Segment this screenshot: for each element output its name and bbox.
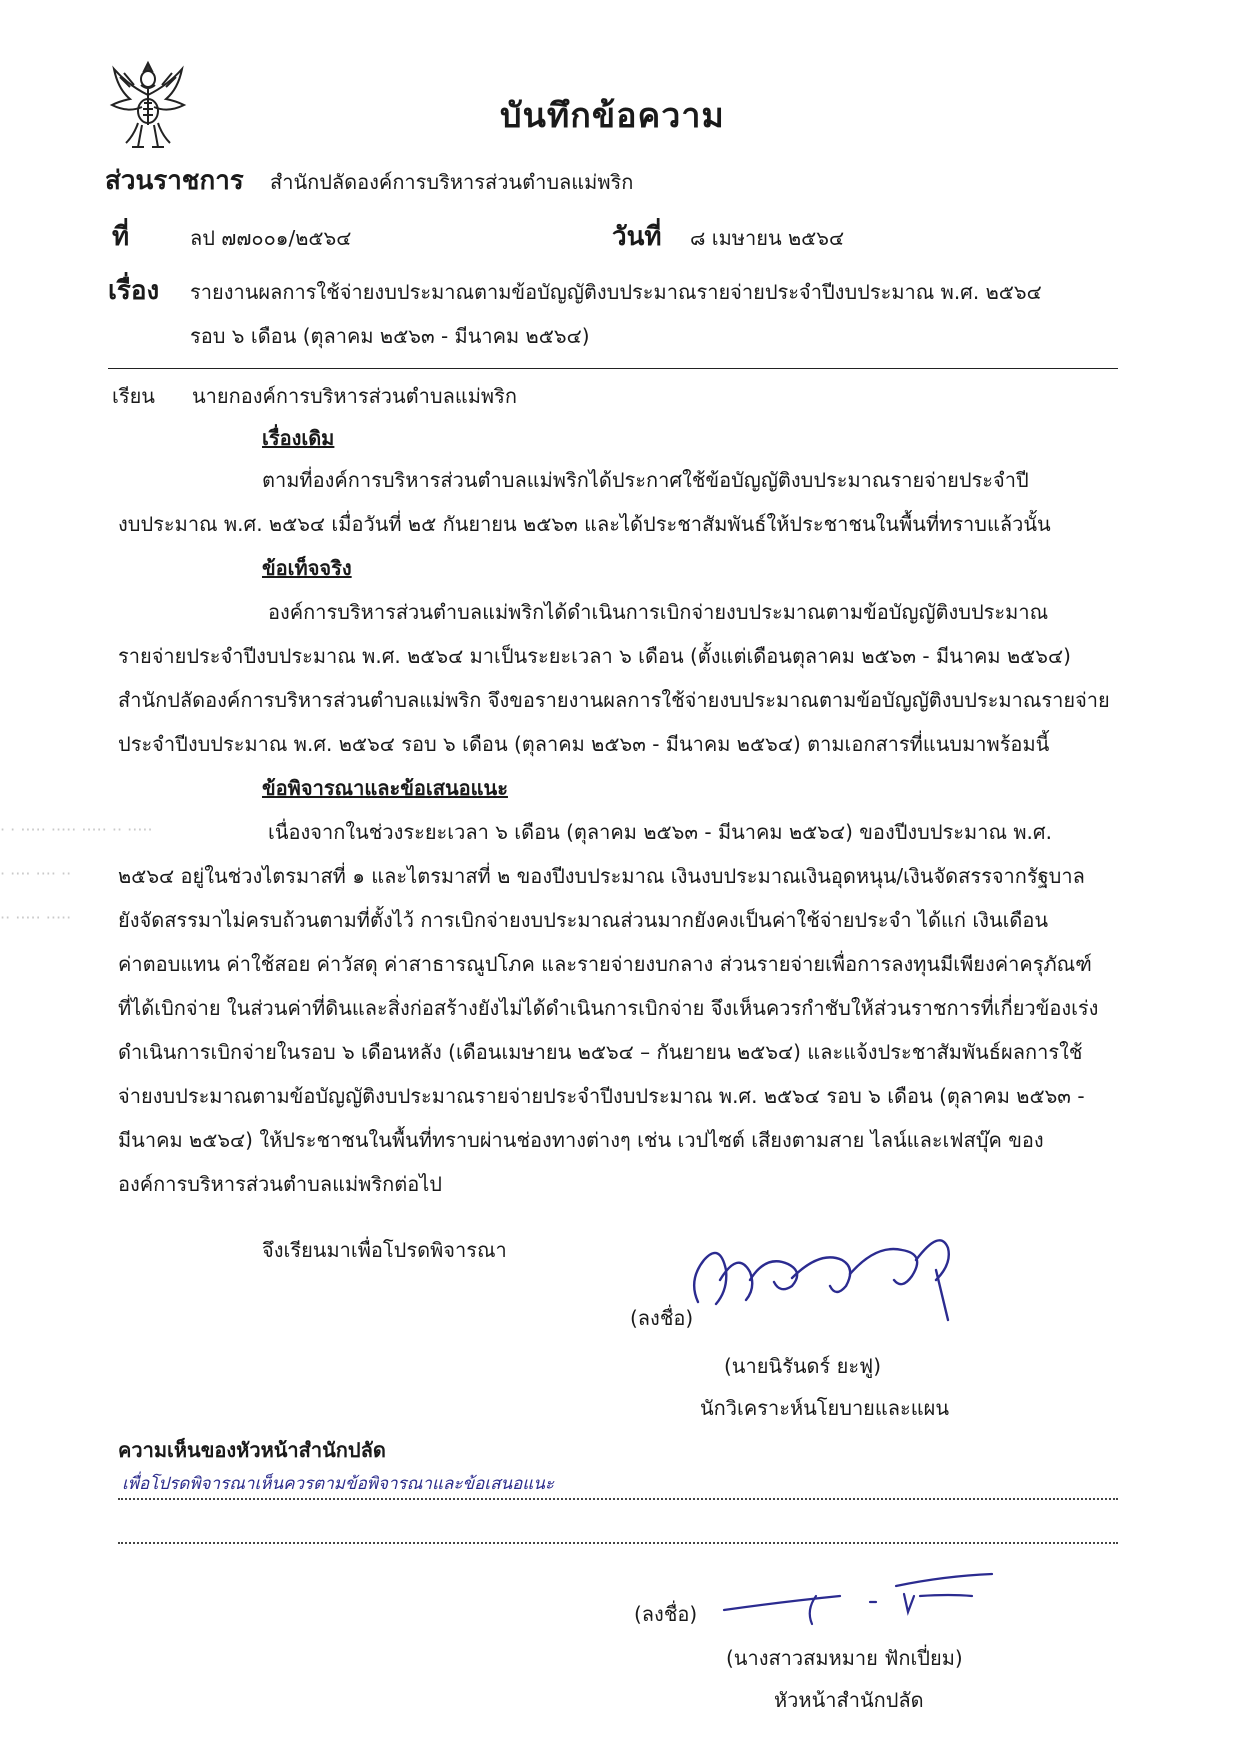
signature-1 (680, 1220, 1020, 1330)
background-line: ตามที่องค์การบริหารส่วนตำบลแม่พริกได้ประกาศใช้ข้อบัญญัติงบประมาณรายจ่ายประจำปี (262, 468, 1029, 492)
considerations-line: ดำเนินการเบิกจ่ายในรอบ ๖ เดือนหลัง (เดือนเมษายน ๒๕๖๔ – กันยายน ๒๕๖๔) และแจ้งประชาสัมพันธ์ผลการใช้ (118, 1040, 1083, 1064)
closing-text: จึงเรียนมาเพื่อโปรดพิจารณา (262, 1238, 507, 1262)
facts-heading: ข้อเท็จจริง (262, 556, 352, 580)
considerations-heading: ข้อพิจารณาและข้อเสนอแนะ (262, 776, 508, 800)
subject-line-1: รายงานผลการใช้จ่ายงบประมาณตามข้อบัญญัติงบประมาณรายจ่ายประจำปีงบประมาณ พ.ศ. ๒๕๖๔ (190, 280, 1042, 304)
garuda-emblem-icon (108, 55, 188, 155)
signature-2-position: หัวหน้าสำนักปลัด (774, 1688, 924, 1712)
considerations-line: มีนาคม ๒๕๖๔) ให้ประชาชนในพื้นที่ทราบผ่านช่องทางต่างๆ เช่น เวปไซต์ เสียงตามสาย ไลน์และเฟสบุ๊ค ของ (118, 1128, 1044, 1152)
faint-bleed-through-text: · ···· ···· ·· (0, 864, 72, 883)
subject-label: เรื่อง (108, 276, 160, 306)
considerations-line: ยังจัดสรรมาไม่ครบถ้วนตามที่ตั้งไว้ การเบิกจ่ายงบประมาณส่วนมากยังคงเป็นค่าใช้จ่ายประจำ ได้แก่ เงินเดือน (118, 908, 1049, 932)
addressee-name: นายกองค์การบริหารส่วนตำบลแม่พริก (192, 384, 517, 408)
signature-2-label: (ลงชื่อ) (634, 1602, 698, 1626)
ref-label: ที่ (112, 222, 130, 252)
opinion-heading: ความเห็นของหัวหน้าสำนักปลัด (118, 1438, 386, 1462)
facts-line: สำนักปลัดองค์การบริหารส่วนตำบลแม่พริก จึงขอรายงานผลการใช้จ่ายงบประมาณตามข้อบัญญัติงบประมาณรายจ่าย (118, 688, 1110, 712)
ref-value: ลป ๗๗๐๐๑/๒๕๖๔ (190, 226, 352, 250)
considerations-line: ค่าตอบแทน ค่าใช้สอย ค่าวัสดุ ค่าสาธารณูปโภค และรายจ่ายงบกลาง ส่วนรายจ่ายเพื่อการลงทุนมีเพียงค่าครุภัณฑ์ (118, 952, 1092, 976)
considerations-line: ๒๕๖๔ อยู่ในช่วงไตรมาสที่ ๑ และไตรมาสที่ ๒ ของปีงบประมาณ เงินงบประมาณเงินอุดหนุน/เงินจัดสรรจากรัฐบาล (118, 864, 1085, 888)
facts-line: ประจำปีงบประมาณ พ.ศ. ๒๕๖๔ รอบ ๖ เดือน (ตุลาคม ๒๕๖๓ - มีนาคม ๒๕๖๔) ตามเอกสารที่แนบมาพร้อมนี้ (118, 732, 1050, 756)
considerations-line: องค์การบริหารส่วนตำบลแม่พริกต่อไป (118, 1172, 442, 1196)
background-heading: เรื่องเดิม (262, 426, 335, 450)
opinion-dotted-line (118, 1498, 1118, 1500)
date-value: ๘ เมษายน ๒๕๖๔ (690, 226, 845, 250)
signature-1-name: (นายนิรันดร์ ยะฟู) (724, 1354, 882, 1378)
opinion-dotted-line (118, 1542, 1118, 1544)
date-label: วันที่ (612, 222, 662, 252)
opinion-handwritten: เพื่อโปรดพิจารณาเห็นควรตามข้อพิจารณาและข้อเสนอแนะ (122, 1474, 555, 1494)
signature-2 (720, 1566, 1000, 1636)
subject-line-2: รอบ ๖ เดือน (ตุลาคม ๒๕๖๓ - มีนาคม ๒๕๖๔) (190, 324, 590, 348)
agency-value: สำนักปลัดองค์การบริหารส่วนตำบลแม่พริก (270, 170, 634, 194)
signature-1-label: (ลงชื่อ) (630, 1306, 694, 1330)
agency-label: ส่วนราชการ (105, 166, 244, 196)
header-divider (108, 368, 1118, 369)
faint-bleed-through-text: ·· ····· ····· (0, 908, 72, 927)
background-line: งบประมาณ พ.ศ. ๒๕๖๔ เมื่อวันที่ ๒๕ กันยายน ๒๕๖๓ และได้ประชาสัมพันธ์ให้ประชาชนในพื้นที่ทราบแล้วนั้น (118, 512, 1051, 536)
considerations-line: ที่ได้เบิกจ่าย ในส่วนค่าที่ดินและสิ่งก่อสร้างยังไม่ได้ดำเนินการเบิกจ่าย จึงเห็นควรกำชับให้ส่วนราชการที่เกี่ยวข้องเร่ง (118, 996, 1099, 1020)
signature-2-name: (นางสาวสมหมาย ฟักเปี่ยม) (726, 1646, 963, 1670)
facts-line: องค์การบริหารส่วนตำบลแม่พริกได้ดำเนินการเบิกจ่ายงบประมาณตามข้อบัญญัติงบประมาณ (268, 600, 1049, 624)
facts-line: รายจ่ายประจำปีงบประมาณ พ.ศ. ๒๕๖๔ มาเป็นระยะเวลา ๖ เดือน (ตั้งแต่เดือนตุลาคม ๒๕๖๓ - มีนาคม ๒๕๖๔) (118, 644, 1071, 668)
faint-bleed-through-text: · · ····· ····· ····· ·· ····· (0, 820, 153, 839)
page-title: บันทึกข้อความ (500, 96, 725, 136)
addressee-label: เรียน (112, 384, 155, 408)
considerations-line: จ่ายงบประมาณตามข้อบัญญัติงบประมาณรายจ่ายประจำปีงบประมาณ พ.ศ. ๒๕๖๔ รอบ ๖ เดือน (ตุลาคม ๒๕๖๓ - (118, 1084, 1085, 1108)
considerations-line: เนื่องจากในช่วงระยะเวลา ๖ เดือน (ตุลาคม ๒๕๖๓ - มีนาคม ๒๕๖๔) ของปีงบประมาณ พ.ศ. (268, 820, 1052, 844)
signature-1-position: นักวิเคราะห์นโยบายและแผน (700, 1396, 950, 1420)
